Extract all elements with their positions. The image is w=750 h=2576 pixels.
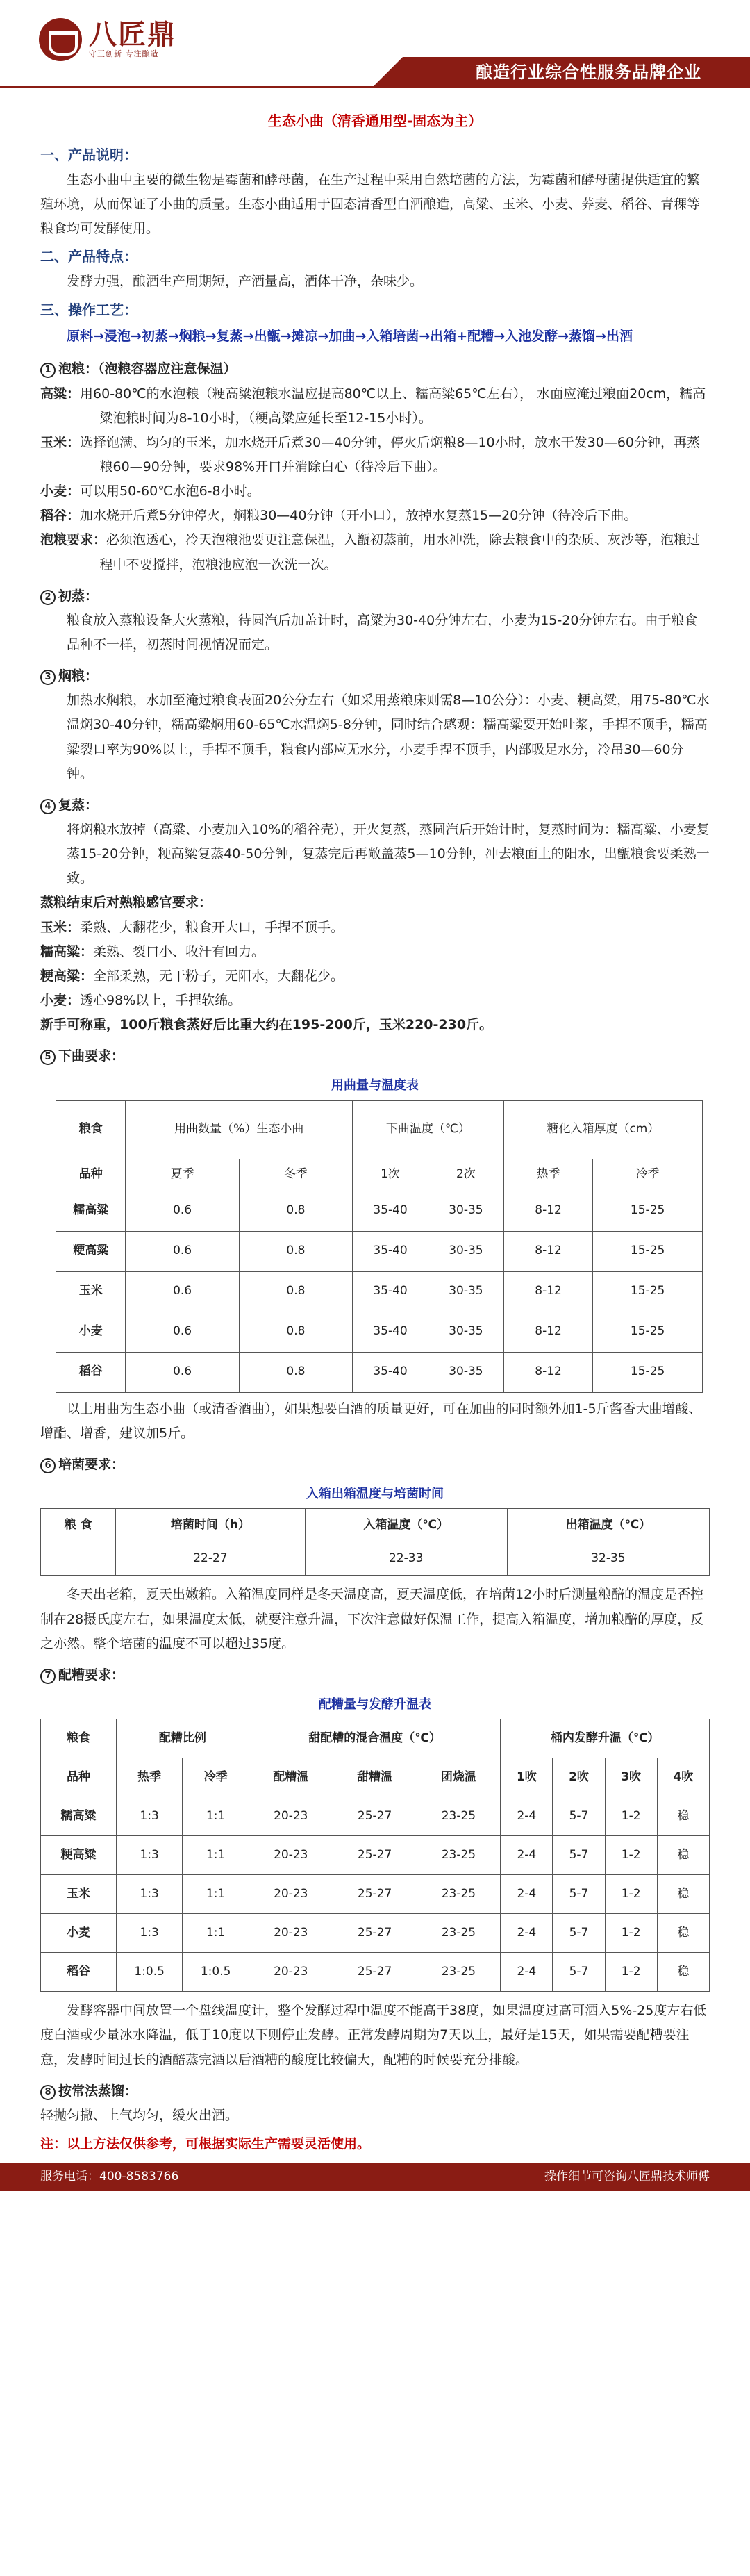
- table-cell: 2-4: [501, 1875, 553, 1914]
- table-cell: 稳: [657, 1953, 709, 1992]
- table-cell: 稻谷: [56, 1352, 126, 1392]
- table-header: 1次: [353, 1159, 428, 1191]
- step-title: 按常法蒸馏：: [58, 2083, 138, 2099]
- table-header: 品种: [56, 1159, 126, 1191]
- item-label: 高粱：: [40, 386, 81, 402]
- item-label: 玉米：: [40, 919, 81, 935]
- table-cell: 1:1: [183, 1797, 249, 1836]
- table-header: 热季: [116, 1758, 182, 1797]
- table-cell: 35-40: [353, 1271, 428, 1312]
- table-cell: 20-23: [249, 1914, 333, 1953]
- table-cell: 5-7: [553, 1914, 605, 1953]
- item-label: 泡粮要求：: [40, 532, 107, 548]
- step-number-badge: 4: [40, 799, 56, 814]
- table-header: 培菌时间（h）: [116, 1509, 305, 1542]
- table-header: 粮食: [41, 1719, 117, 1758]
- footer-bar: [0, 2163, 750, 2191]
- table-cell: 15-25: [593, 1352, 703, 1392]
- table-cell: 15-25: [593, 1312, 703, 1352]
- item-label: 糯高粱：: [40, 943, 94, 959]
- table-cell: 8-12: [503, 1191, 592, 1231]
- table-header: 用曲数量（%）生态小曲: [126, 1100, 353, 1159]
- step-mix-heading: [40, 1663, 710, 1687]
- table-cell: 25-27: [333, 1953, 417, 1992]
- step-koji-heading: [40, 1044, 710, 1068]
- table-row: [56, 1312, 703, 1352]
- table-header: 甜糟温: [333, 1758, 417, 1797]
- table-header: 冷季: [593, 1159, 703, 1191]
- table-cell: 8-12: [503, 1312, 592, 1352]
- table-cell: 32-35: [507, 1542, 709, 1576]
- table-cell: 1-2: [605, 1836, 657, 1875]
- table-cell: 粳高粱: [56, 1231, 126, 1271]
- table-cell: 0.6: [126, 1352, 239, 1392]
- table-header: 3吹: [605, 1758, 657, 1797]
- culture-note: 冬天出老箱，夏天出嫩箱。入箱温度同样是冬天温度高，夏天温度低，在培菌12小时后测量粮醅的温度是否控制在28摄氏度左右，如果温度太低，就要注意升温，下次注意做好保温工作，提高入箱温度，增加粮醅的厚度，反之亦然。整个培菌的温度不可以超过35度。: [40, 1587, 704, 1651]
- list-item: [40, 504, 710, 528]
- table-cell: 0.6: [126, 1312, 239, 1352]
- product-features: 发酵力强，酿酒生产周期短，产酒量高，酒体干净，杂味少。: [67, 274, 424, 290]
- culture-table-title: 入箱出箱温度与培菌时间: [306, 1487, 444, 1502]
- table-cell: 稳: [657, 1797, 709, 1836]
- table-cell: 2-4: [501, 1914, 553, 1953]
- table-cell: 1-2: [605, 1875, 657, 1914]
- table-header: 配糟比例: [116, 1719, 249, 1758]
- table-cell: 30-35: [428, 1231, 503, 1271]
- step-distill-heading: [40, 2079, 710, 2104]
- table-cell: 25-27: [333, 1914, 417, 1953]
- footer-consult-text: 操作细节可咨询八匠鼎技术师傅: [544, 2170, 710, 2184]
- step-text: 将焖粮水放掉（高粱、小麦加入10%的稻谷壳），开火复蒸，蒸圆汽后开始计时，复蒸时间为：糯高粱、小麦复蒸15-20分钟，粳高粱复蒸40-50分钟，复蒸完后再敞盖蒸5—10分钟，冲去粮面上的阳水，出甑粮食要柔熟一致。: [67, 821, 710, 886]
- table-header: 团烧温: [417, 1758, 501, 1797]
- list-item: [40, 964, 710, 989]
- header: [0, 0, 750, 89]
- step-number-badge: 1: [40, 363, 56, 378]
- item-text: 柔熟、大翻花少，粮食开大口，手捏不顶手。: [80, 919, 344, 935]
- item-label: 玉米：: [40, 434, 81, 450]
- brand-slogan: 守正创新 专注酿造: [89, 49, 159, 58]
- table-cell: 1:3: [116, 1875, 182, 1914]
- table-header: 1吹: [501, 1758, 553, 1797]
- step-text: 轻抛匀撒、上气均匀，缓火出酒。: [40, 2107, 239, 2123]
- product-description: 生态小曲中主要的微生物是霉菌和酵母菌，在生产过程中采用自然培菌的方法，为霉菌和酵母菌提供适宜的繁殖环境，从而保证了小曲的质量。生态小曲适用于固态清香型白酒酿造，高粱、玉米、小麦、荞麦、稻谷、青稞等粮食均可发酵使用。: [40, 172, 701, 237]
- step-number-badge: 2: [40, 590, 56, 605]
- table-cell: 15-25: [593, 1191, 703, 1231]
- list-item: [40, 528, 710, 577]
- table-cell: 1:3: [116, 1797, 182, 1836]
- step-culture-heading: [40, 1453, 710, 1477]
- table-header: 2吹: [553, 1758, 605, 1797]
- table-row: [41, 1914, 710, 1953]
- list-item: [40, 989, 710, 1013]
- table-header: 入箱温度（℃）: [305, 1509, 507, 1542]
- table-cell: 0.8: [239, 1271, 352, 1312]
- step-number-badge: 5: [40, 1050, 56, 1065]
- table-cell: 20-23: [249, 1875, 333, 1914]
- table-header: 热季: [503, 1159, 592, 1191]
- table-cell: 1:1: [183, 1836, 249, 1875]
- mix-table-title: 配糟量与发酵升温表: [319, 1696, 431, 1712]
- step-first-steam-heading: [40, 584, 710, 609]
- table-cell: 2-4: [501, 1836, 553, 1875]
- culture-table: [40, 1508, 710, 1576]
- mix-table: [40, 1719, 710, 1992]
- table-cell: 稳: [657, 1836, 709, 1875]
- table-cell: 糯高粱: [41, 1797, 117, 1836]
- table-cell: 35-40: [353, 1312, 428, 1352]
- table-cell: 23-25: [417, 1797, 501, 1836]
- step-title: 培菌要求：: [58, 1456, 125, 1472]
- step-text: 加热水焖粮，水加至淹过粮食表面20公分左右（如采用蒸粮床则需8—10公分）：小麦、粳高粱，用75-80℃水温焖30-40分钟，糯高粱焖用60-65℃水温焖5-8分钟，同时结合感观：糯高粱要开始吐浆，手捏不顶手，糯高粱裂口率为90%以上，手捏不顶手，粮食内部应无水分，小麦手捏不顶手，内部吸足水分，冷吊30—60分钟。: [67, 693, 710, 782]
- item-label: 稻谷：: [40, 508, 81, 524]
- header-divider: [0, 86, 750, 88]
- table-cell: 1:3: [116, 1836, 182, 1875]
- table-cell: 8-12: [503, 1271, 592, 1312]
- item-text: 可以用50-60℃水泡6-8小时。: [80, 484, 260, 499]
- table-cell: 8-12: [503, 1352, 592, 1392]
- process-flow: 原料→浸泡→初蒸→焖粮→复蒸→出甑→摊凉→加曲→入箱培菌→出箱+配糟→入池发酵→蒸馏→出酒: [67, 328, 633, 344]
- list-item: [40, 940, 710, 964]
- yield-note: 新手可称重，100斤粮食蒸好后比重大约在195-200斤，玉米220-230斤。: [40, 1017, 493, 1033]
- table-cell: 25-27: [333, 1836, 417, 1875]
- table-cell: 玉米: [41, 1875, 117, 1914]
- table-cell: 5-7: [553, 1797, 605, 1836]
- table-row: [56, 1271, 703, 1312]
- table-row: [41, 1953, 710, 1992]
- service-phone[interactable]: 服务电话：400-8583766: [40, 2170, 179, 2184]
- table-header: 冬季: [239, 1159, 352, 1191]
- table-cell: 0.6: [126, 1231, 239, 1271]
- table-cell: 1-2: [605, 1953, 657, 1992]
- table-cell: 20-23: [249, 1836, 333, 1875]
- table-header: 甜配糟的混合温度（℃）: [249, 1719, 500, 1758]
- step-text: 粮食放入蒸粮设备大火蒸粮，待圆汽后加盖计时，高粱为30-40分钟左右，小麦为15-20分钟左右。由于粮食品种不一样，初蒸时间视情况而定。: [67, 612, 698, 652]
- table-header: 桶内发酵升温（℃）: [501, 1719, 710, 1758]
- step-title: 初蒸：: [58, 588, 99, 604]
- section-heading-description: 一、产品说明：: [40, 147, 138, 163]
- table-cell: 23-25: [417, 1836, 501, 1875]
- table-row: [41, 1797, 710, 1836]
- table-cell: 15-25: [593, 1231, 703, 1271]
- koji-note: 以上用曲为生态小曲（或清香酒曲），如果想要白酒的质量更好，可在加曲的同时额外加1-5斤酱香大曲增酸、增酯、增香，建议加5斤。: [40, 1401, 702, 1441]
- table-header: 配糟温: [249, 1758, 333, 1797]
- page-title: 生态小曲（清香通用型-固态为主）: [267, 113, 483, 129]
- senses-heading: 蒸粮结束后对熟粮感官要求：: [40, 895, 212, 911]
- table-cell: 1-2: [605, 1797, 657, 1836]
- table-header: 4吹: [657, 1758, 709, 1797]
- section-heading-process: 三、操作工艺：: [40, 301, 138, 318]
- table-cell: 0.6: [126, 1191, 239, 1231]
- table-cell: 35-40: [353, 1231, 428, 1271]
- item-text: 全部柔熟，无干粉子，无阳水，大翻花少。: [93, 968, 344, 984]
- item-text: 加水烧开后煮5分钟停火，焖粮30—40分钟（开小口），放掉水复蒸15—20分钟（待冷后下曲。: [80, 508, 638, 524]
- step-resteam-heading: [40, 793, 710, 818]
- item-label: 粳高粱：: [40, 968, 94, 984]
- step-braise-heading: [40, 664, 710, 688]
- table-cell: 23-25: [417, 1914, 501, 1953]
- item-label: 小麦：: [40, 484, 81, 499]
- table-cell: 15-25: [593, 1271, 703, 1312]
- table-cell: 23-25: [417, 1875, 501, 1914]
- item-text: 用60-80℃的水泡粮（粳高粱泡粮水温应提高80℃以上、糯高粱65℃左右）， 水面应淹过粮面20cm，糯高粱泡粮时间为8-10小时，（粳高粱应延长至12-15小时）。: [80, 386, 706, 426]
- table-cell: 30-35: [428, 1191, 503, 1231]
- step-title: 复蒸：: [58, 797, 99, 813]
- table-cell: 23-25: [417, 1953, 501, 1992]
- brand-logo[interactable]: [39, 18, 176, 61]
- cauldron-logo-icon: [39, 18, 82, 61]
- table-cell: 0.8: [239, 1312, 352, 1352]
- document-body: [0, 89, 750, 2156]
- step-number-badge: 3: [40, 670, 56, 685]
- table-row: [41, 1542, 710, 1576]
- table-header: 2次: [428, 1159, 503, 1191]
- step-number-badge: 6: [40, 1458, 56, 1473]
- step-number-badge: 7: [40, 1669, 56, 1684]
- table-cell: 1-2: [605, 1914, 657, 1953]
- list-item: [40, 382, 710, 431]
- header-banner: 酿造行业综合性服务品牌企业: [403, 57, 750, 88]
- table-cell: 糯高粱: [56, 1191, 126, 1231]
- table-cell: 玉米: [56, 1271, 126, 1312]
- table-header: 冷季: [183, 1758, 249, 1797]
- koji-table-title: 用曲量与温度表: [331, 1078, 419, 1093]
- fermentation-note: 发酵容器中间放置一个盘线温度计，整个发酵过程中温度不能高于38度，如果温度过高可洒入5%-25度左右低度白酒或少量冰水降温，低于10度以下则停止发酵。正常发酵周期为7天以上，最好是15天，如果需要配糟要注意，发酵时间过长的酒醅蒸完酒以后酒糟的酸度比较偏大，配糟的时候要充分排酸。: [40, 2003, 707, 2067]
- table-cell: 稳: [657, 1914, 709, 1953]
- list-item: [40, 479, 710, 504]
- table-header: 出箱温度（℃）: [507, 1509, 709, 1542]
- table-cell: 小麦: [41, 1914, 117, 1953]
- disclaimer-note: 注：以上方法仅供参考，可根据实际生产需要灵活使用。: [40, 2136, 371, 2152]
- table-cell: 8-12: [503, 1231, 592, 1271]
- table-cell: 稳: [657, 1875, 709, 1914]
- table-cell: 1:1: [183, 1875, 249, 1914]
- table-cell: 粳高粱: [41, 1836, 117, 1875]
- table-cell: 25-27: [333, 1797, 417, 1836]
- table-header: 粮 食: [41, 1509, 116, 1542]
- table-cell: 30-35: [428, 1271, 503, 1312]
- step-title: 焖粮：: [58, 668, 99, 684]
- item-text: 必须泡透心，冷天泡粮池要更注意保温，入甑初蒸前，用水冲洗，除去粮食中的杂质、灰沙等，泡粮过程中不要搅拌，泡粮池应泡一次洗一次。: [99, 532, 701, 572]
- table-row: [56, 1191, 703, 1231]
- item-text: 柔熟、裂口小、收汗有回力。: [93, 943, 265, 959]
- table-cell: 5-7: [553, 1875, 605, 1914]
- table-cell: 0.8: [239, 1191, 352, 1231]
- table-cell: 5-7: [553, 1953, 605, 1992]
- table-cell: 25-27: [333, 1875, 417, 1914]
- brand-name: 八匠鼎: [89, 18, 176, 51]
- table-row: [56, 1352, 703, 1392]
- table-cell: 小麦: [56, 1312, 126, 1352]
- table-header: 品种: [41, 1758, 117, 1797]
- item-text: 透心98%以上，手捏软绵。: [80, 992, 242, 1008]
- table-cell: 2-4: [501, 1953, 553, 1992]
- table-cell: 0.8: [239, 1231, 352, 1271]
- list-item: [40, 431, 710, 479]
- table-header: 下曲温度（℃）: [353, 1100, 504, 1159]
- item-label: 小麦：: [40, 992, 81, 1008]
- table-cell: 1:0.5: [116, 1953, 182, 1992]
- table-cell: 35-40: [353, 1191, 428, 1231]
- section-heading-features: 二、产品特点：: [40, 248, 138, 265]
- step-title: 泡粮：（泡粮容器应注意保温）: [58, 361, 237, 377]
- table-cell: 30-35: [428, 1312, 503, 1352]
- step-title: 配糟要求：: [58, 1667, 125, 1683]
- table-cell: 30-35: [428, 1352, 503, 1392]
- table-header: 糖化入箱厚度（cm）: [503, 1100, 702, 1159]
- table-header: 夏季: [126, 1159, 239, 1191]
- table-cell: 22-27: [116, 1542, 305, 1576]
- table-cell: 2-4: [501, 1797, 553, 1836]
- table-cell: 0.8: [239, 1352, 352, 1392]
- table-cell: 5-7: [553, 1836, 605, 1875]
- table-row: [41, 1836, 710, 1875]
- list-item: [40, 916, 710, 940]
- table-cell: 20-23: [249, 1953, 333, 1992]
- table-cell: 22-33: [305, 1542, 507, 1576]
- table-header: 粮食: [56, 1100, 126, 1159]
- item-text: 选择饱满、均匀的玉米，加水烧开后煮30—40分钟，停火后焖粮8—10小时，放水干发30—60分钟，再蒸粮60—90分钟，要求98%开口并消除白心（待冷后下曲）。: [80, 434, 700, 475]
- table-row: [56, 1231, 703, 1271]
- step-soaking-heading: [40, 357, 710, 381]
- table-cell: 0.6: [126, 1271, 239, 1312]
- step-number-badge: 8: [40, 2085, 56, 2100]
- table-cell: 35-40: [353, 1352, 428, 1392]
- step-title: 下曲要求：: [58, 1048, 125, 1064]
- table-cell: 稻谷: [41, 1953, 117, 1992]
- table-cell: 1:0.5: [183, 1953, 249, 1992]
- table-cell: 1:3: [116, 1914, 182, 1953]
- table-cell: [41, 1542, 116, 1576]
- table-row: [41, 1875, 710, 1914]
- table-cell: 20-23: [249, 1797, 333, 1836]
- table-cell: 1:1: [183, 1914, 249, 1953]
- koji-table: [56, 1100, 703, 1393]
